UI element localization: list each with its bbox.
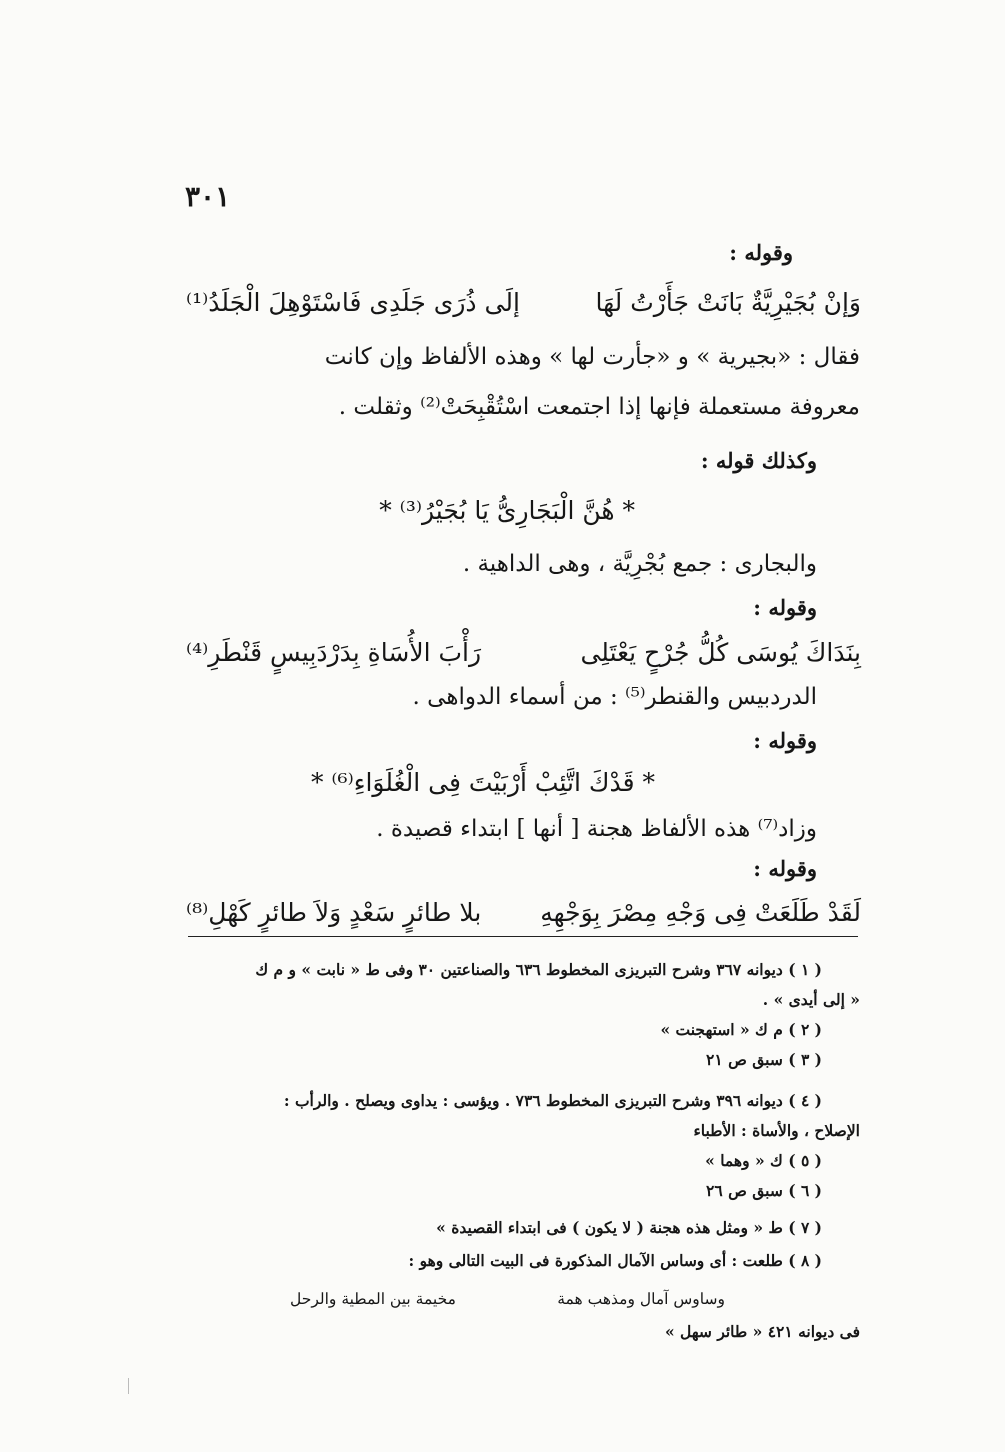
footnote-4-line-1: ( ٤ ) ديوانه ٣٩٦ وشرح التبريزى المخطوط ٧٣٦ . ويؤسى : يداوى ويصلح . والرأب :	[283, 1091, 822, 1110]
verse-intro-4: وقوله :	[753, 728, 817, 753]
footnote-4-line-2: الإصلاح ، والأساة : الأطباء	[693, 1121, 860, 1140]
verse-5-second-hemistich: بلا طائرٍ سَعْدٍ وَلاَ طائرٍ كَهْلِ⁽⁸⁾	[186, 898, 482, 927]
verse-4-single: * قَدْكَ اتَّئِبْ أَرْبَيْتَ فِى الْغُلَوَاءِ⁽⁶⁾ *	[310, 768, 655, 797]
footnote-3: ( ٣ ) سبق ص ٢١	[706, 1050, 822, 1069]
prose-line-1: فقال : «بجيرية » و «جأرت لها » وهذه الألفاظ وإن كانت	[324, 344, 860, 370]
prose-line-4: الدردبيس والقنطر⁽⁵⁾ : من أسماء الدواهى .	[412, 684, 817, 710]
verse-1-second-hemistich: إلَى ذُرَى جَلَدِى فَاسْتَوْهِلَ الْجَلَدُ⁽¹⁾	[186, 288, 520, 317]
scan-mark	[128, 1378, 129, 1394]
footnote-8-verse-second-hemistich: مخيمة بين المطية والرحل	[290, 1290, 456, 1308]
footnote-2: ( ٢ ) م ك « استهجنت »	[660, 1020, 822, 1039]
footnote-1-line-2: « إلى أيدى » .	[762, 990, 860, 1009]
footnote-8-verse-first-hemistich: وساوس آمال ومذهب همة	[557, 1290, 725, 1308]
verse-intro-5: وقوله :	[753, 856, 817, 881]
prose-line-2: معروفة مستعملة فإنها إذا اجتمعت اسْتُقْبِحَتْ⁽²⁾ وثقلت .	[338, 394, 860, 420]
verse-intro-2: وكذلك قوله :	[700, 448, 817, 473]
footnote-5: ( ٥ ) ك « وهما »	[705, 1151, 822, 1170]
verse-5-first-hemistich: لَقَدْ طَلَعَتْ فِى وَجْهِ مِصْرَ بِوَجْهِهِ	[540, 898, 861, 927]
footnote-8-source: فى ديوانه ٤٢١ « طائر سهل »	[664, 1322, 860, 1341]
verse-1-first-hemistich: وَإنْ بُجَيْرِيَّةٌ بَانَتْ جَأَرْتُ لَهَا	[595, 288, 861, 317]
verse-2-single: * هُنَّ الْبَجَارِىُّ يَا بُجَيْرُ⁽³⁾ *	[379, 496, 635, 525]
footnote-8: ( ٨ ) طلعت : أى وساس الآمال المذكورة فى البيت التالى وهو :	[408, 1251, 822, 1270]
footnote-7: ( ٧ ) ط « ومثل هذه هجنة ( لا يكون ) فى ابتداء القصيدة »	[436, 1218, 822, 1237]
verse-3-second-hemistich: رَأْبَ الأُسَاةِ بِدَرْدَبِيسٍ قَنْطَرِ⁽⁴⁾	[186, 638, 482, 667]
page-number: ٣٠١	[185, 180, 231, 213]
footnote-1-line-1: ( ١ ) ديوانه ٣٦٧ وشرح التبريزى المخطوط ٦٣٦ والصناعتين ٣٠ وفى ط « نابت » و م ك	[255, 960, 822, 979]
prose-line-5: وزاد⁽⁷⁾ هذه الألفاظ هجنة [ أنها ] ابتداء قصيدة .	[376, 816, 817, 842]
prose-line-3: والبجارى : جمع بُجْرِيَّة ، وهى الداهية .	[462, 551, 817, 577]
verse-intro-3: وقوله :	[753, 595, 817, 620]
verse-3-first-hemistich: بِنَدَاكَ يُوسَى كُلُّ جُرْحٍ يَعْتَلِى	[580, 638, 861, 667]
footnote-separator-rule	[188, 936, 858, 937]
verse-intro-1: وقوله :	[729, 240, 793, 265]
footnote-6: ( ٦ ) سبق ص ٢٦	[706, 1181, 822, 1200]
